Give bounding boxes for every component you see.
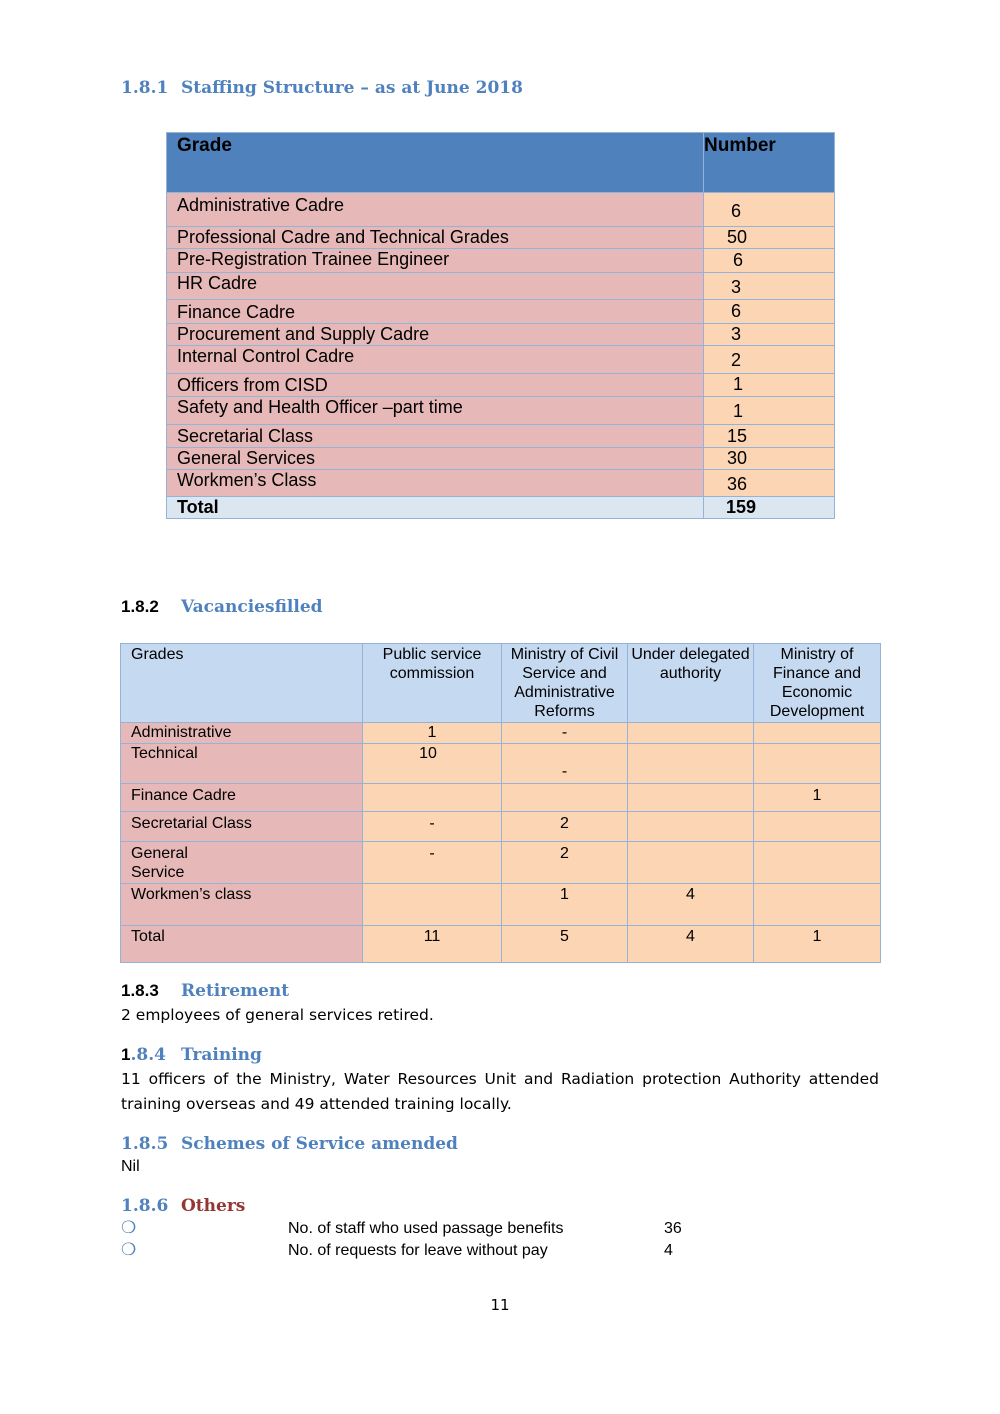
value-cell: -: [502, 744, 628, 784]
table-row: [167, 273, 835, 300]
number-cell: 6: [704, 300, 835, 324]
grade-cell: Administrative: [121, 723, 363, 744]
table-row: [121, 926, 881, 963]
table-row: [121, 842, 881, 884]
value-cell: [628, 723, 754, 744]
value-cell: 2: [502, 842, 628, 884]
grade-cell: [121, 842, 363, 884]
section-1-8-3-heading: [121, 981, 289, 1001]
grade-cell: Procurement and Supply Cadre: [167, 324, 704, 346]
value-cell: 4: [628, 926, 754, 963]
table-header-row: [121, 644, 881, 723]
number-cell: 6: [704, 193, 835, 227]
section-1-8-1-heading: [121, 78, 523, 98]
number-cell: 6: [704, 249, 835, 273]
section-number: 1.8.5: [121, 1134, 169, 1154]
page-number: 11: [490, 1296, 510, 1314]
grade-cell: Safety and Health Officer –part time: [167, 397, 704, 425]
value-cell: [363, 884, 502, 926]
value-cell: [363, 784, 502, 812]
schemes-text: Nil: [121, 1158, 140, 1175]
others-item-value: 4: [664, 1242, 673, 1259]
section-number-first: 1: [121, 1045, 131, 1064]
header-grade: Grade: [167, 133, 704, 193]
section-number: 1.8.1: [121, 78, 169, 98]
grade-cell: Secretarial Class: [167, 425, 704, 448]
section-title: Schemes of Service amended: [181, 1134, 458, 1154]
grade-cell: Finance Cadre: [167, 300, 704, 324]
value-cell: [628, 784, 754, 812]
number-cell: 15: [704, 425, 835, 448]
grade-label: General Service: [131, 845, 188, 881]
grade-cell: Administrative Cadre: [167, 193, 704, 227]
circle-bullet-icon: ❍: [121, 1218, 137, 1237]
others-item-value: 36: [664, 1220, 682, 1237]
number-cell: 2: [704, 346, 835, 374]
value-cell: 2: [502, 812, 628, 842]
section-1-8-2-heading: [121, 597, 323, 617]
number-cell: 1: [704, 374, 835, 397]
section-number: 1.8.6: [121, 1196, 169, 1216]
section-1-8-5-heading: [121, 1134, 458, 1154]
header-psc: Public service commission: [363, 644, 502, 723]
value-cell: 4: [628, 884, 754, 926]
retirement-text: 2 employees of general services retired.: [121, 1006, 434, 1024]
value-cell: 1: [363, 723, 502, 744]
section-title: Staffing Structure – as at June 2018: [181, 78, 523, 98]
section-title: Vacanciesfilled: [181, 597, 323, 617]
total-row: [167, 497, 835, 519]
table-row: [167, 227, 835, 249]
table-row: [167, 249, 835, 273]
grade-cell: General Services: [167, 448, 704, 470]
value-cell: [628, 744, 754, 784]
section-title: Training: [181, 1045, 262, 1065]
value-cell: 1: [502, 884, 628, 926]
table-row: [167, 397, 835, 425]
section-number: 1.8.3: [121, 981, 159, 1000]
value-cell: 1: [754, 784, 881, 812]
table-row: [167, 448, 835, 470]
value-cell: [754, 744, 881, 784]
table-row: [167, 346, 835, 374]
grade-cell: Technical: [121, 744, 363, 784]
section-1-8-6-heading: [121, 1196, 245, 1216]
table-row: [121, 812, 881, 842]
value-cell: [754, 884, 881, 926]
value-cell: -: [502, 723, 628, 744]
value-cell: [628, 842, 754, 884]
value-cell: 11: [363, 926, 502, 963]
value-cell: [502, 784, 628, 812]
table-row: [167, 374, 835, 397]
value-cell: 10: [363, 744, 502, 784]
table-row: [167, 324, 835, 346]
value-cell: -: [363, 842, 502, 884]
table-row: [167, 193, 835, 227]
grade-cell: Finance Cadre: [121, 784, 363, 812]
grade-cell: Internal Control Cadre: [167, 346, 704, 374]
table-header-row: [167, 133, 835, 193]
staffing-structure-table: [166, 132, 835, 519]
grade-cell: Total: [121, 926, 363, 963]
header-mofed: Ministry of Finance and Economic Development: [754, 644, 881, 723]
header-grades: Grades: [121, 644, 363, 723]
value-cell: 1: [754, 926, 881, 963]
number-cell: 3: [704, 273, 835, 300]
header-number: Number: [704, 133, 835, 193]
grade-cell: Officers from CISD: [167, 374, 704, 397]
table-row: [167, 470, 835, 497]
section-number-rest: .8.4: [130, 1045, 166, 1065]
number-cell: 36: [704, 470, 835, 497]
header-delegated: Under delegated authority: [628, 644, 754, 723]
value-cell: [628, 812, 754, 842]
section-number: 1.8.2: [121, 597, 159, 616]
section-1-8-4-heading: [121, 1045, 262, 1065]
grade-cell: Professional Cadre and Technical Grades: [167, 227, 704, 249]
value-cell: -: [363, 812, 502, 842]
others-item-label: No. of staff who used passage benefits: [288, 1220, 564, 1237]
table-row: [121, 884, 881, 926]
others-item: [121, 1220, 821, 1242]
grade-cell: Workmen’s class: [121, 884, 363, 926]
section-title: Others: [181, 1196, 246, 1216]
value-cell: [754, 723, 881, 744]
value-cell: [754, 842, 881, 884]
total-label: Total: [167, 497, 704, 519]
others-item: [121, 1242, 821, 1264]
table-row: [167, 300, 835, 324]
table-row: [121, 784, 881, 812]
number-cell: 3: [704, 324, 835, 346]
number-cell: 1: [704, 397, 835, 425]
number-cell: 30: [704, 448, 835, 470]
grade-cell: Secretarial Class: [121, 812, 363, 842]
others-item-label: No. of requests for leave without pay: [288, 1242, 548, 1259]
table-row: [121, 723, 881, 744]
grade-cell: Pre-Registration Trainee Engineer: [167, 249, 704, 273]
value-cell: 5: [502, 926, 628, 963]
header-mcsar: Ministry of Civil Service and Administrative Reforms: [502, 644, 628, 723]
circle-bullet-icon: ❍: [121, 1240, 137, 1259]
total-value: 159: [704, 497, 835, 519]
number-cell: 50: [704, 227, 835, 249]
training-text: 11 officers of the Ministry, Water Resources Unit and Radiation protection Authority attended training overseas and 49 attended training locally.: [121, 1070, 879, 1113]
vacancies-filled-table: [120, 643, 881, 963]
table-row: [121, 744, 881, 784]
value-cell: [754, 812, 881, 842]
table-row: [167, 425, 835, 448]
grade-cell: HR Cadre: [167, 273, 704, 300]
section-title: Retirement: [181, 981, 290, 1001]
grade-cell: Workmen’s Class: [167, 470, 704, 497]
